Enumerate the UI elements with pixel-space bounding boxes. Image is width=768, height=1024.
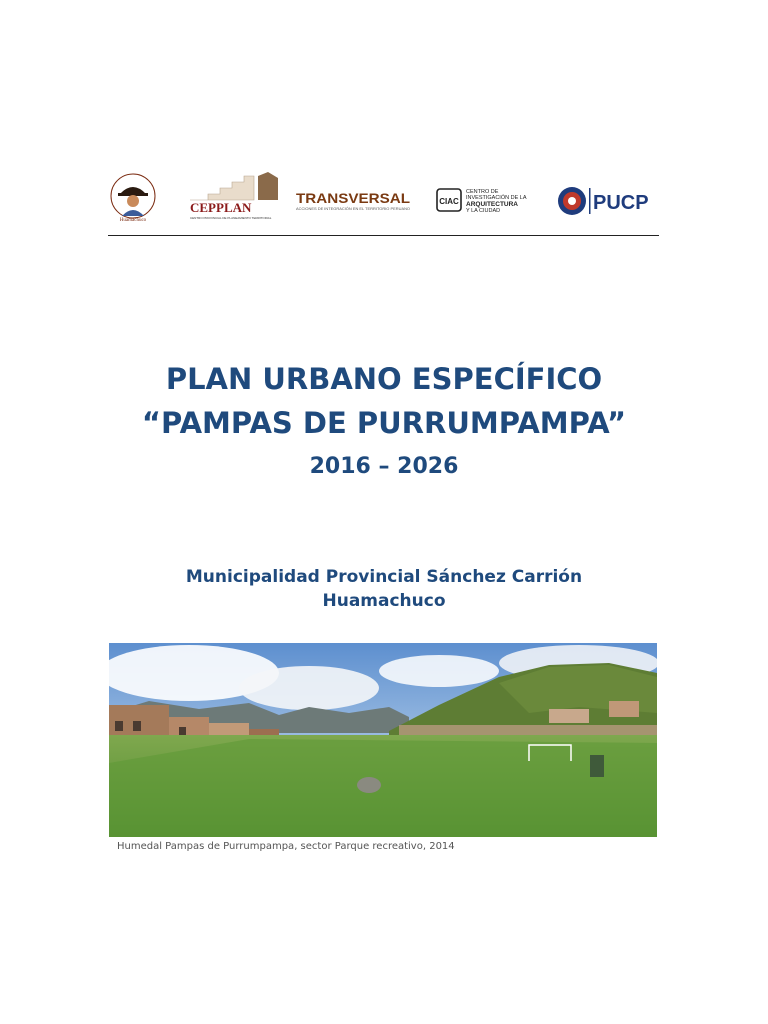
transversal-logo-text: TRANSVERSAL: [296, 190, 411, 206]
photo-caption: Humedal Pampas de Purrumpampa, sector Parque recreativo, 2014: [117, 841, 455, 852]
cepplan-logo-text: CEPPLAN: [190, 200, 252, 215]
header-divider: [108, 235, 659, 236]
municipality-seal-logo: [108, 172, 158, 222]
ciac-logo: [436, 186, 538, 216]
ciac-logo-mark: CIAC: [439, 197, 459, 206]
ciac-logo-line4: Y LA CIUDAD: [466, 208, 501, 214]
municipality-name: Municipalidad Provincial Sánchez Carrión: [185, 567, 583, 587]
cepplan-logo-tagline: CENTRO PROVINCIAL DE PLANEAMIENTO TERRITORIAL: [190, 216, 272, 220]
ciac-logo-line1: CENTRO DE: [466, 189, 499, 195]
ciac-logo-line3: ARQUITECTURA: [466, 201, 518, 208]
city-name: Huamachuco: [322, 591, 446, 611]
pucp-logo-text: PUCP: [593, 192, 649, 214]
logo-row: [108, 168, 659, 228]
document-years: 2016 – 2026: [309, 454, 459, 479]
document-title-line1: PLAN URBANO ESPECÍFICO: [165, 362, 603, 396]
transversal-logo: [296, 190, 414, 212]
pucp-logo: [556, 184, 658, 218]
cover-photo: [109, 643, 657, 837]
cepplan-logo: [188, 170, 284, 222]
document-title-line2: “PAMPAS DE PURRUMPAMPA”: [141, 406, 627, 440]
ciac-logo-line2: INVESTIGACIÓN DE LA: [466, 195, 527, 201]
transversal-logo-tagline: ACCIONES DE INTEGRACIÓN EN EL TERRITORIO PERUANO: [296, 207, 394, 211]
municipality-seal-text: Huamachuco: [119, 218, 147, 222]
